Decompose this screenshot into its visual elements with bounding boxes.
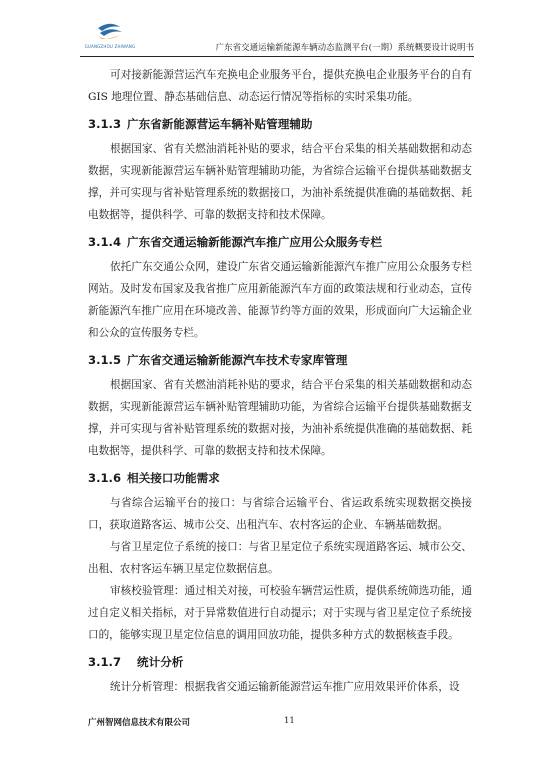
section-number: 3.1.4 <box>88 235 122 249</box>
header-title: 广东省交通运输新能源车辆动态监测平台(一期）系统概要设计说明书 <box>215 43 474 53</box>
section-heading <box>88 650 472 674</box>
paragraph: 与省卫星定位子系统的接口：与省卫星定位子系统实现道路客运、城市公交、出租、农村客运车辆卫星定位数据信息。 <box>88 541 472 575</box>
paragraph: 根据国家、省有关燃油消耗补贴的要求，结合平台采集的相关基础数据和动态数据，实现新能源营运车辆补贴管理辅助功能，为省综合运输平台提供基础数据支撑，并可实现与省补贴管理系统的数据对接，为油补系统提供准确的基础数据、耗电数据等，提供科学、可靠的数据支持和技术保障。 <box>88 379 472 457</box>
paragraph: 可对接新能源营运汽车充换电企业服务平台，提供充换电企业服务平台的自有 GIS 地理位置、静态基础信息、动态运行情况等指标的实时采集功能。 <box>88 69 472 103</box>
page-number: 11 <box>284 716 295 726</box>
section-heading <box>88 466 472 490</box>
section-number: 3.1.3 <box>88 117 122 131</box>
page-header <box>80 22 474 57</box>
section-title: 广东省新能源营运车辆补贴管理辅助 <box>127 117 313 131</box>
section-number: 3.1.7 <box>88 655 122 669</box>
section-title: 广东省交通运输新能源汽车技术专家库管理 <box>127 353 348 367</box>
section-title: 广东省交通运输新能源汽车推广应用公众服务专栏 <box>127 235 383 249</box>
paragraph: 审核校验管理：通过相关对接，可校验车辆营运性质，提供系统筛选功能，通过自定义相关指标，对于异常数值进行自动提示；对于实现与省卫星定位子系统接口的，能够实现卫星定位信息的调用回放功能，提供多种方式的数据核查手段。 <box>88 585 472 641</box>
paragraph: 统计分析管理：根据我省交通运输新能源营运车推广应用效果评价体系，设 <box>110 681 460 693</box>
page-footer <box>88 716 472 730</box>
paragraph: 依托广东交通公众网，建设广东省交通运输新能源汽车推广应用公众服务专栏网站。及时发布国家及我省推广应用新能源汽车方面的政策法规和行业动态，宣传新能源汽车推广应用在环境改善、能源节约等方面的效果，形成面向广大运输企业和公众的宣传服务专栏。 <box>88 261 472 339</box>
section-number: 3.1.5 <box>88 353 122 367</box>
section-title: 相关接口功能需求 <box>127 471 220 485</box>
section-number: 3.1.6 <box>88 471 122 485</box>
company-logo <box>80 22 140 52</box>
logo-mark-icon <box>80 22 140 44</box>
paragraph: 与省综合运输平台的接口：与省综合运输平台、省运政系统实现数据交换接口，获取道路客运、城市公交、出租汽车、农村客运的企业、车辆基础数据。 <box>88 497 472 531</box>
section-title: 统计分析 <box>137 655 184 669</box>
footer-company: 广州智网信息技术有限公司 <box>88 718 191 728</box>
section-heading <box>88 112 472 136</box>
document-body <box>88 64 472 698</box>
section-heading <box>88 230 472 254</box>
section-heading <box>88 348 472 372</box>
logo-text: GUANGZHOU ZHIWANG <box>84 44 136 49</box>
paragraph: 根据国家、省有关燃油消耗补贴的要求，结合平台采集的相关基础数据和动态数据，实现新能源营运车辆补贴管理辅助功能，为省综合运输平台提供基础数据支撑，并可实现与省补贴管理系统的数据接口，为油补系统提供准确的基础数据、耗电数据等，提供科学、可靠的数据支持和技术保障。 <box>88 143 472 221</box>
